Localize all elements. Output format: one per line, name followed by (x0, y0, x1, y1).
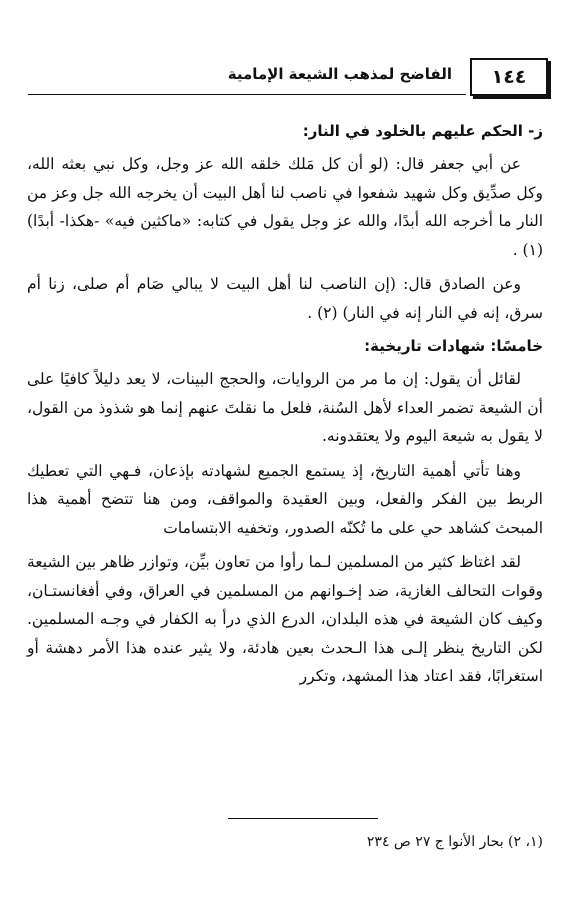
main-text (27, 118, 543, 697)
paragraph: وعن الصادق قال: (إن الناصب لنا أهل البيت لا يبالي صَام أم صلى، زنا أم سرق، إنه في النار إنه في النار) (٢) . (27, 275, 543, 322)
paragraph: لقد اغتاظ كثير من المسلمين لـما رأوا من تعاون بيِّن، وتوازر ظاهر بين الشيعة وقوات التحالف الغازية، ضد إخـوانهم من المسلمين في العراق، وفي أفغانستـان، وكيف كان الشيعة في هذه البلدان، الدرع الذي درأ به الكفار في وجـه المسلمين. لكن التاريخ ينظر إلـى هذا الـحدث بعين هادئة، ولا يثير عنده هذا الأمر دهشة أو استغرابًا، فقد اعتاد هذا المشهد، وتكرر (27, 553, 543, 685)
section-heading-eternity: ز- الحكم عليهم بالخلود في النار: (302, 122, 543, 140)
paragraph: لقائل أن يقول: إن ما مر من الروايات، والحجج البينات، لا يعد دليلاً كافيًا على أن الشيعة تضمر العداء لأهل السُنة، فلعل ما نقلتَ عنهم إنما هو شذوذ من القول، لا يقول به شيعة اليوم ولا يعتقدونه. (27, 370, 543, 445)
running-title: الفاضح لمذهب الشيعة الإمامية (227, 65, 452, 83)
page-number: ١٤٤ (470, 58, 548, 96)
page-header (28, 58, 548, 98)
paragraph: عن أبي جعفر قال: (لو أن كل مَلك خلقه الله عز وجل، وكل نبي بعثه الله، وكل صدِّيق وكل شهيد شفعوا في ناصب لنا أهل البيت أن يخرجه الله جل وعز من النار ما أخرجه الله أبدًا، والله عز وجل يقول في كتابه: «ماكثين فيه» -هكذا- أبدًا) (١) . (27, 155, 543, 259)
section-heading-historical: خامسًا: شهادات تاريخية: (364, 337, 543, 355)
footnote: (١، ٢) بحار الأنوا ج ٢٧ ص ٢٣٤ (366, 834, 543, 850)
header-rule (28, 94, 466, 95)
footnote-divider (228, 818, 378, 819)
paragraph: وهنا تأتي أهمية التاريخ، إذ يستمع الجميع لشهادته بإذعان، فـهي التي تعطيك الربط بين الفكر والفعل، وبين العقيدة والمواقف، ومن هنا تتضح أهمية هذا المبحث كشاهد حي على ما تُكنّه الصدور، وتخفيه الابتسامات (27, 461, 543, 537)
